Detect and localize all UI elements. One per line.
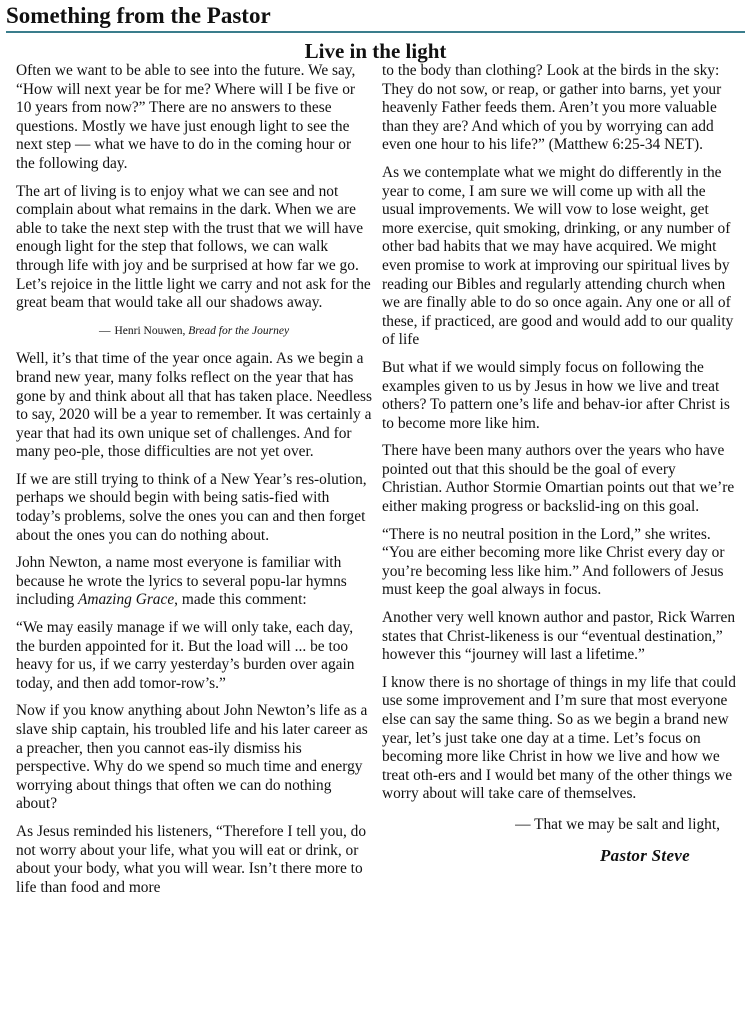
body-paragraph: But what if we would simply focus on following the examples given to us by Jesus in how we live and treat others? To pattern one’s life and behav-ior after Christ is to become more like him. [382, 358, 730, 432]
page-header [6, 2, 745, 33]
body-paragraph: Now if you know anything about John Newton’s life as a slave ship captain, his troubled life and his later career as a preacher, then you cannot eas-ily dismiss his perspective. Why do we spend so much time and energy worrying about things that often we can do nothing about? [16, 702, 368, 813]
quote-paragraph: The art of living is to enjoy what we can see and not complain about what remains in the dark. When we are able to take the next step with the trust that we will have enough light for the step that follows, we can walk through life with joy and be surprised at how far we go. Let’s rejoice in the little light we carry and not ask for the great beam that would take all our shadows away. [16, 182, 371, 312]
signature: Pastor Steve [599, 845, 690, 865]
attribution-source: Bread for the Journey [188, 324, 290, 337]
body-paragraph: Well, it’s that time of the year once again. As we begin a brand new year, many folks reflect on the year that has gone by and think about all that has taken place. Needless to say, 2020 will be a year to remember. It was certainly a year that had its own unique set of challenges. And for many peo-ple, those difficulties are not yet over. [16, 350, 373, 461]
body-paragraph: “There is no neutral position in the Lord,” she writes. “You are either becoming more like Christ every day or you’re becoming less like him.” And followers of Jesus must keep the goal always in focus. [382, 525, 725, 599]
left-column [16, 62, 372, 906]
body-paragraph: As we contemplate what we might do differently in the year to come, I am sure we will come up with all the usual improvements. We will vow to lose weight, get more exercise, quit smoking, drinking, or any number of other bad habits that we may have acquired. We might even promise to work at improving our spiritual lives by reading our Bibles and regularly attending church when we are finally able to do so once again. Any one or all of these, if practiced, are good and would add to our quality of life [382, 163, 734, 349]
right-column [382, 62, 738, 865]
attribution-dash: — [98, 324, 111, 337]
quote-attribution [16, 322, 372, 341]
hymn-title: Amazing Grace [77, 591, 175, 609]
body-paragraph: to the body than clothing? Look at the birds in the sky: They do not sow, or reap, or gather into barns, yet your heavenly Father feeds them. Aren’t you more valuable than they are? And which of you by worrying can add even one hour to his life?” (Matthew 6:25-34 NET). [382, 62, 722, 154]
body-paragraph: I know there is no shortage of things in my life that could use some improvement and I’m sure that most everyone else can say the same thing. So as we begin a brand new year, let’s just take one day at a time. Let’s focus on becoming more like Christ in how we live and how we treat oth-ers and I would bet many of the other things we worry about will take care of themselves. [382, 673, 736, 803]
newton-intro-before: John Newton, a name most everyone is familiar with because he wrote the lyrics to several popu-lar hymns including [16, 554, 347, 609]
newton-intro-after: , made this comment: [174, 591, 307, 609]
body-paragraph: As Jesus reminded his listeners, “Therefore I tell you, do not worry about your life, what you will eat or drink, or about your body, what you will wear. Isn’t there more to life than food and more [16, 822, 367, 896]
body-paragraph: If we are still trying to think of a New Year’s res-olution, perhaps we should begin with being satis-fied with today’s problems, solve the ones you can and then forget about the ones you can do nothing about. [16, 470, 367, 544]
attribution-author: Henri Nouwen, [114, 324, 186, 337]
quote-paragraph: Often we want to be able to see into the future. We say, “How will next year be for me? Where will I be five or 10 years from now?” There are no answers to these questions. Mostly we have just enough light to see the next step — what we have to do in the coming hour or the following day. [16, 62, 356, 172]
body-paragraph: Another very well known author and pastor, Rick Warren states that Christ-likeness is our “eventual destination,” however this “journey will last a lifetime.” [382, 609, 736, 664]
article-title: Live in the light [304, 39, 447, 63]
closing-line: — That we may be salt and light, [515, 815, 720, 833]
newton-intro-paragraph [16, 554, 372, 610]
header-rule [6, 31, 745, 33]
section-title: Something from the Pastor [6, 3, 271, 28]
body-paragraph: There have been many authors over the years who have pointed out that this should be the goal of every Christian. Author Stormie Omartian points out that we’re either making progress or backslid-ing on this goal. [382, 442, 735, 516]
body-paragraph: “We may easily manage if we will only take, each day, the burden appointed for it. But the load will ... be too heavy for us, if we carry yesterday’s burden over again today, and then add tomor-row’s.” [16, 619, 355, 692]
